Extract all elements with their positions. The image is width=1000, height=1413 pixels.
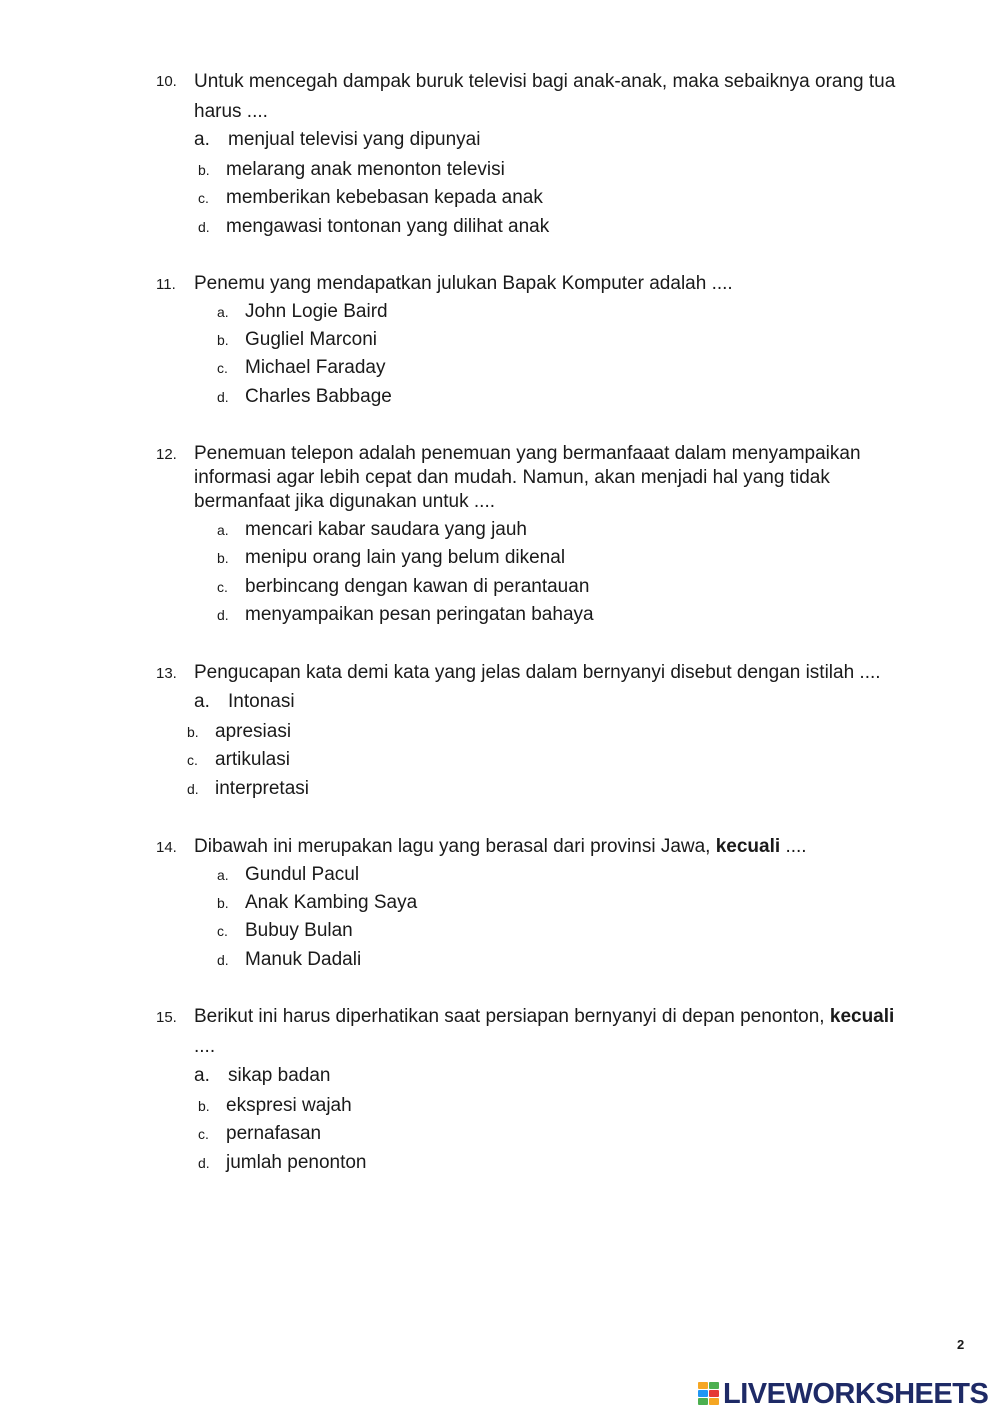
option-text: jumlah penonton — [226, 1152, 367, 1173]
stem-line: .... — [194, 1036, 216, 1057]
stem-emphasis: kecuali — [829, 1006, 895, 1027]
option-text: memberikan kebebasan kepada anak — [226, 187, 543, 208]
option-a[interactable] — [217, 301, 388, 323]
stem-line: informasi agar lebih cepat dan mudah. Namun, akan menjadi hal yang tidak — [194, 467, 830, 488]
question-stem — [194, 272, 939, 296]
question-number: 15. — [156, 1009, 177, 1026]
option-letter: d. — [198, 1155, 210, 1171]
option-b[interactable] — [198, 159, 505, 181]
option-letter: a. — [217, 304, 229, 320]
option-b[interactable] — [217, 892, 417, 914]
option-b[interactable] — [217, 547, 565, 569]
option-text: menyampaikan pesan peringatan bahaya — [245, 604, 594, 625]
option-letter: d. — [187, 781, 199, 797]
stem-line: Pengucapan kata demi kata yang jelas dalam bernyanyi disebut dengan istilah .... — [194, 662, 881, 683]
page-number: 2 — [957, 1337, 965, 1352]
question-number: 12. — [156, 446, 177, 463]
stem-text: Berikut ini harus diperhatikan saat persiapan bernyanyi di depan penonton, — [194, 1006, 830, 1027]
option-text: apresiasi — [215, 721, 292, 742]
option-text: berbincang dengan kawan di perantauan — [245, 576, 590, 597]
option-letter: d. — [217, 389, 229, 405]
option-letter: a. — [217, 522, 229, 538]
stem-text: Dibawah ini merupakan lagu yang berasal dari provinsi Jawa, — [194, 836, 716, 857]
option-letter: b. — [198, 162, 210, 178]
option-text: artikulasi — [215, 749, 290, 770]
option-d[interactable] — [198, 1152, 367, 1174]
stem-line: Untuk mencegah dampak buruk televisi bagi anak-anak, maka sebaiknya orang tua — [194, 71, 896, 92]
option-b[interactable] — [187, 721, 291, 743]
option-a[interactable] — [194, 691, 295, 713]
question-stem — [194, 1005, 939, 1059]
option-d[interactable] — [217, 949, 361, 971]
option-c[interactable] — [217, 576, 589, 598]
option-a[interactable] — [194, 129, 480, 151]
option-letter: c. — [217, 579, 228, 595]
option-text: Intonasi — [228, 691, 295, 712]
option-text: interpretasi — [215, 778, 309, 799]
liveworksheets-logo — [698, 1377, 988, 1411]
option-text: menjual televisi yang dipunyai — [228, 129, 481, 150]
option-letter: a. — [194, 1065, 210, 1086]
option-letter: c. — [217, 360, 228, 376]
stem-line: harus .... — [194, 101, 268, 122]
option-text: ekspresi wajah — [226, 1095, 352, 1116]
option-text: Charles Babbage — [245, 386, 392, 407]
stem-line: bermanfaat jika digunakan untuk .... — [194, 491, 496, 512]
question-stem — [194, 661, 939, 685]
option-text: mencari kabar saudara yang jauh — [245, 519, 528, 540]
option-d[interactable] — [187, 778, 309, 800]
option-text: pernafasan — [226, 1123, 322, 1144]
option-c[interactable] — [198, 1123, 321, 1145]
question-stem — [194, 70, 939, 124]
option-letter: b. — [217, 550, 229, 566]
option-letter: d. — [198, 219, 210, 235]
question-stem — [194, 835, 939, 859]
option-letter: c. — [198, 190, 209, 206]
option-d[interactable] — [217, 604, 594, 626]
option-text: Bubuy Bulan — [245, 920, 353, 941]
option-text: Anak Kambing Saya — [245, 892, 418, 913]
option-letter: d. — [217, 952, 229, 968]
option-letter: a. — [194, 129, 210, 150]
question-number: 14. — [156, 839, 177, 856]
option-letter: c. — [217, 923, 228, 939]
stem-line: Penemu yang mendapatkan julukan Bapak Komputer adalah .... — [194, 273, 733, 294]
option-c[interactable] — [187, 749, 290, 771]
option-letter: c. — [187, 752, 198, 768]
option-text: John Logie Baird — [245, 301, 388, 322]
stem-text: .... — [780, 836, 807, 857]
option-text: sikap badan — [228, 1065, 331, 1086]
option-c[interactable] — [198, 187, 543, 209]
option-text: Manuk Dadali — [245, 949, 362, 970]
option-text: Gugliel Marconi — [245, 329, 377, 350]
brand-name: LIVEWORKSHEETS — [723, 1377, 989, 1410]
option-text: Michael Faraday — [245, 357, 386, 378]
option-a[interactable] — [217, 864, 359, 886]
option-letter: b. — [198, 1098, 210, 1114]
question-stem — [194, 442, 939, 514]
option-letter: b. — [187, 724, 199, 740]
option-letter: a. — [217, 867, 229, 883]
option-letter: d. — [217, 607, 229, 623]
option-letter: a. — [194, 691, 210, 712]
option-c[interactable] — [217, 357, 385, 379]
option-b[interactable] — [217, 329, 377, 351]
option-text: melarang anak menonton televisi — [226, 159, 505, 180]
option-text: mengawasi tontonan yang dilihat anak — [226, 216, 550, 237]
question-number: 11. — [156, 276, 176, 293]
option-d[interactable] — [217, 386, 392, 408]
option-d[interactable] — [198, 216, 549, 238]
stem-emphasis: kecuali — [715, 836, 781, 857]
option-letter: c. — [198, 1126, 209, 1142]
option-text: menipu orang lain yang belum dikenal — [245, 547, 566, 568]
option-letter: b. — [217, 332, 229, 348]
question-number: 10. — [156, 73, 177, 90]
option-letter: b. — [217, 895, 229, 911]
question-number: 13. — [156, 665, 177, 682]
stem-line: Penemuan telepon adalah penemuan yang bermanfaaat dalam menyampaikan — [194, 443, 861, 464]
option-a[interactable] — [217, 519, 527, 541]
option-c[interactable] — [217, 920, 353, 942]
option-text: Gundul Pacul — [245, 864, 360, 885]
option-b[interactable] — [198, 1095, 352, 1117]
brand-mark-icon — [698, 1382, 720, 1406]
option-a[interactable] — [194, 1065, 330, 1087]
